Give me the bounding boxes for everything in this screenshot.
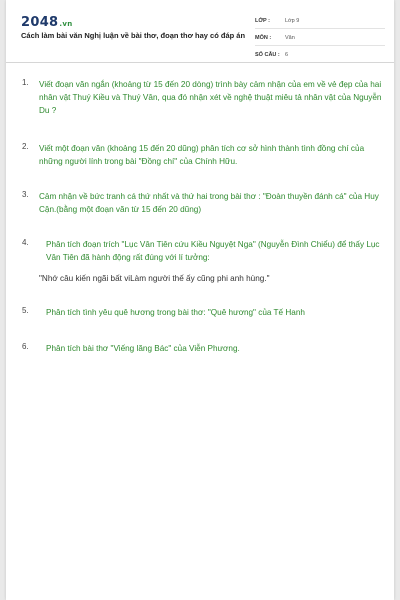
- meta-row-question-count: [255, 48, 385, 63]
- document-title: Cách làm bài văn Nghị luận về bài thơ, đoạn thơ hay có đáp án: [21, 31, 246, 40]
- question-text: Phân tích bài thơ "Viếng lăng Bác" của Viễn Phương.: [46, 344, 240, 353]
- question-text: Viết một đoạn văn (khoảng 15 đến 20 dũng) phân tích cơ sở hình thành tình đồng chí của những người lính trong bài "Đồng chí" của Chính Hữu.: [39, 144, 365, 166]
- meta-label: SỐ CÂU :: [255, 52, 280, 58]
- meta-value: 6: [285, 52, 289, 58]
- question-number: 2.: [22, 142, 29, 151]
- question-number: 1.: [22, 78, 29, 87]
- question-number: 3.: [22, 190, 29, 199]
- meta-value: Lớp 9: [285, 18, 300, 24]
- question-number: 5.: [22, 306, 29, 315]
- document-page: [6, 0, 394, 600]
- question-number: 4.: [22, 238, 29, 247]
- meta-value: Văn: [285, 35, 295, 41]
- site-logo[interactable]: [21, 15, 73, 30]
- meta-label: LỚP :: [255, 18, 270, 24]
- question-text: Viết đoạn văn ngắn (khoảng từ 15 đến 20 dòng) trình bày cảm nhận của em về vẻ đẹp của hai nhân vật Thuý Kiều và Thuý Vân, qua đó nhận xét về nghệ thuật miêu tả nhân vật của Nguyễn Du ?: [39, 80, 382, 115]
- logo-suffix: .vn: [59, 20, 73, 28]
- header-divider: [6, 62, 394, 63]
- logo-text: 2048: [21, 15, 59, 30]
- meta-row-grade: [255, 14, 385, 29]
- question-number: 6.: [22, 342, 29, 351]
- question-text: Phân tích tình yêu quê hương trong bài thơ: "Quê hương" của Tế Hanh: [46, 308, 305, 317]
- meta-row-subject: [255, 31, 385, 46]
- meta-label: MÔN :: [255, 35, 272, 41]
- question-text: Phân tích đoạn trích "Lục Vân Tiên cứu Kiều Nguyệt Nga" (Nguyễn Đình Chiểu) để thấy Lục Vân Tiên đã hành động rất đúng với lí tưởng:: [46, 240, 380, 262]
- question-quote: "Nhớ câu kiến ngãi bất viLàm người thế ấy cũng phi anh hùng.": [39, 274, 270, 283]
- question-text: Cảm nhận về bức tranh cá thứ nhất và thứ hai trong bài thơ : "Đoàn thuyền đánh cá" của Huy Cận.(bằng một đoạn văn từ 15 đến 20 dũng): [39, 192, 379, 214]
- document-meta: [255, 14, 385, 65]
- document-header: [6, 0, 394, 62]
